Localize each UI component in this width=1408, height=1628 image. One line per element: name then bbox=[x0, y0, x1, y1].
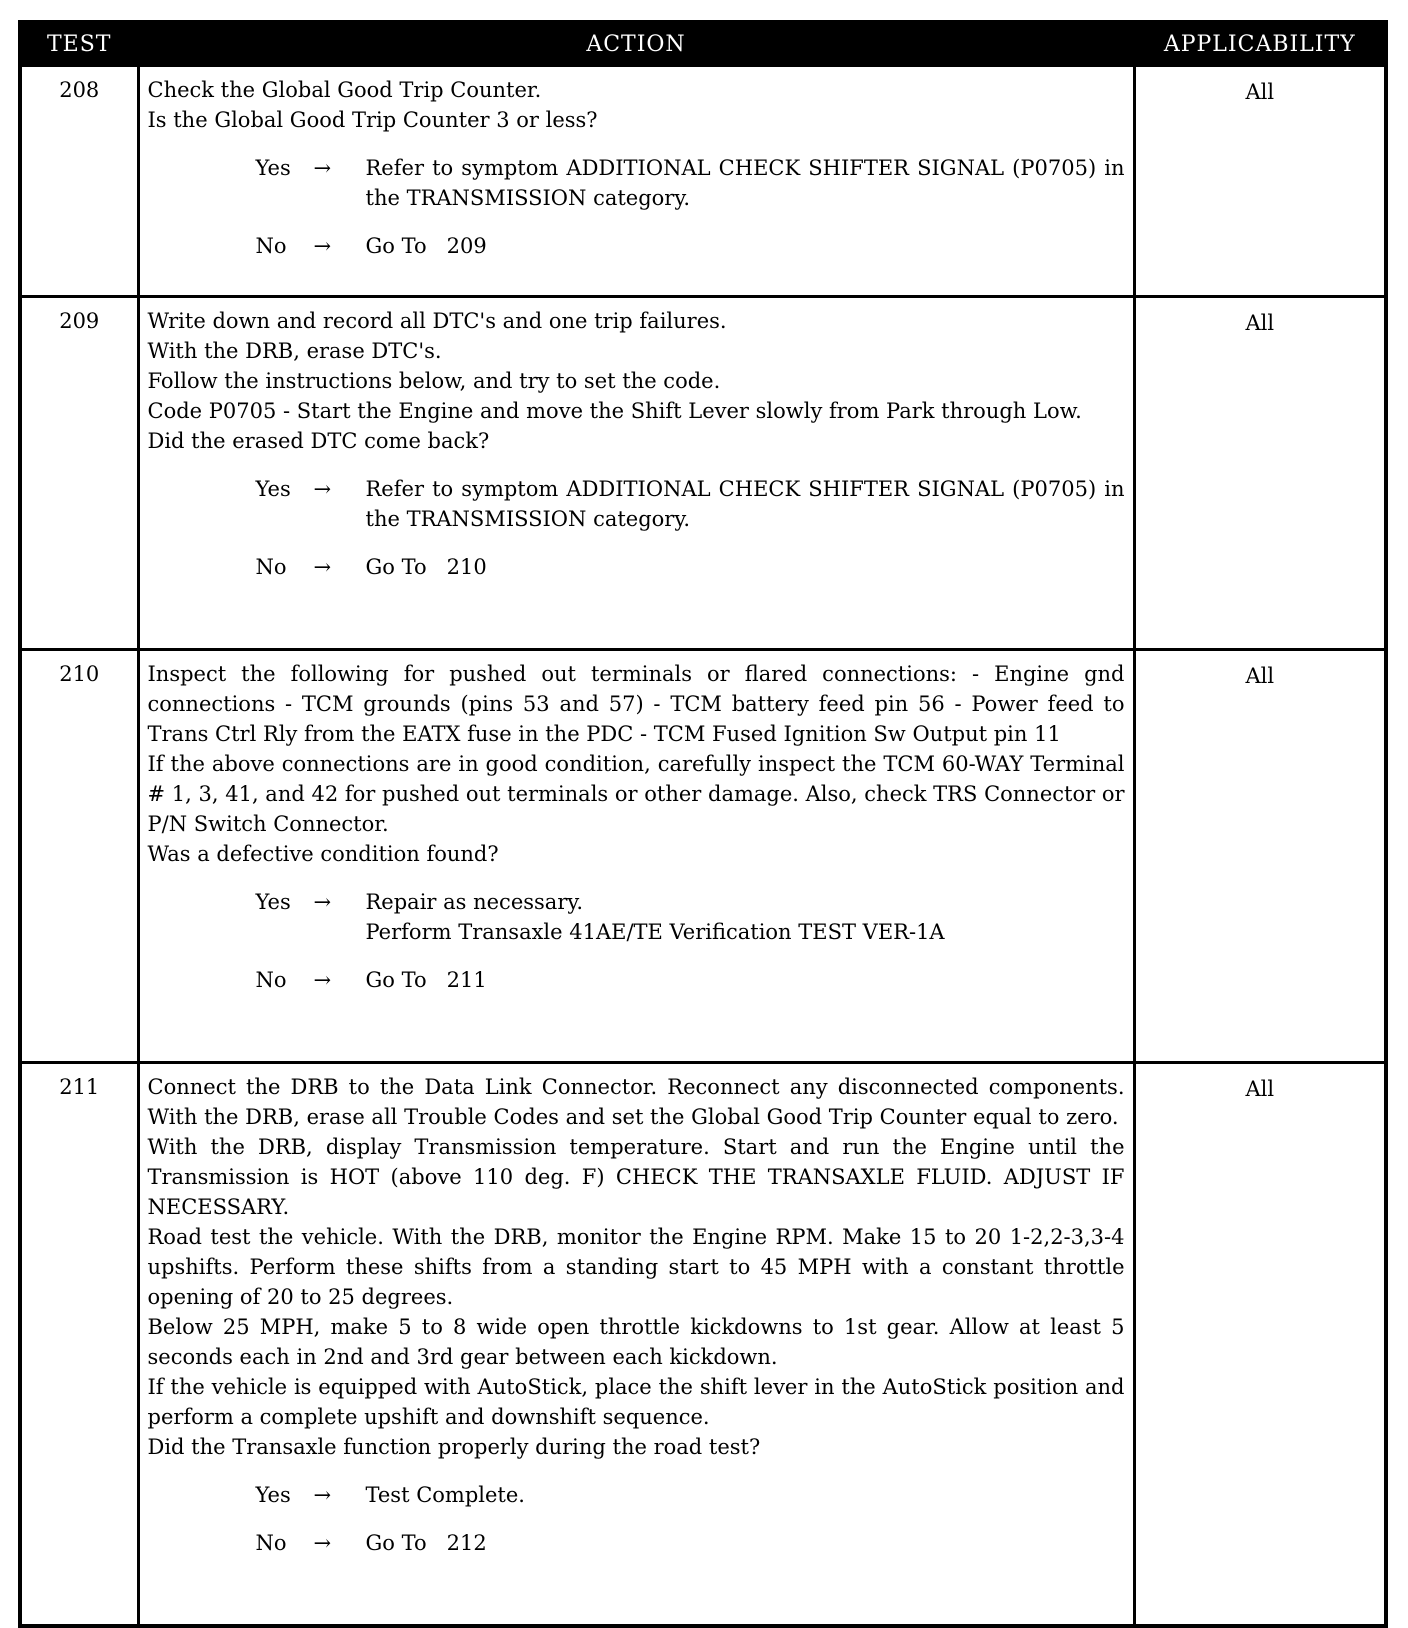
table-header-row bbox=[20, 22, 1386, 66]
action-line: Inspect the following for pushed out terminals or flared connections: - Engine gnd connections - TCM grounds (pins 53 and 57) - TCM battery feed pin 56 - Power feed to Trans Ctrl Rly from the EATX fuse in the PDC - TCM Fused Ignition Sw Output pin 11 bbox=[147, 662, 1125, 746]
yes-label: Yes bbox=[255, 890, 291, 914]
action-line: Below 25 MPH, make 5 to 8 wide open throttle kickdowns to 1st gear. Allow at least 5 seconds each in 2nd and 3rd gear between each kickdown. bbox=[147, 1315, 1125, 1369]
applicability-value: All bbox=[1134, 1063, 1386, 1627]
no-label: No bbox=[255, 1531, 287, 1555]
action-line: Did the Transaxle function properly during the road test? bbox=[147, 1435, 761, 1459]
diagnostic-test-table bbox=[18, 20, 1388, 1628]
action-line: Did the erased DTC come back? bbox=[147, 429, 490, 453]
no-text: Go To 211 bbox=[365, 968, 487, 992]
table-row bbox=[20, 1063, 1386, 1627]
action-line: If the above connections are in good condition, carefully inspect the TCM 60-WAY Terminal # 1, 3, 41, and 42 for pushed out terminals or other damage. Also, check TRS Connector or P/N Switch Connector. bbox=[147, 752, 1125, 836]
action-line: Code P0705 - Start the Engine and move the Shift Lever slowly from Park through Low. bbox=[147, 399, 1082, 423]
yes-text-line: Perform Transaxle 41AE/TE Verification TEST VER-1A bbox=[365, 920, 945, 944]
no-response bbox=[256, 552, 1125, 582]
applicability-value: All bbox=[1134, 66, 1386, 297]
table-row bbox=[20, 297, 1386, 650]
action-cell bbox=[138, 650, 1134, 1063]
action-line: Connect the DRB to the Data Link Connector. Reconnect any disconnected components. With the DRB, erase all Trouble Codes and set the Global Good Trip Counter equal to zero. bbox=[147, 1075, 1125, 1129]
yes-label: Yes bbox=[255, 1483, 291, 1507]
test-number: 210 bbox=[20, 650, 138, 1063]
arrow-icon: → bbox=[313, 968, 332, 992]
yes-text-line: Refer to symptom ADDITIONAL CHECK SHIFTER SIGNAL (P0705) in the TRANSMISSION category. bbox=[365, 477, 1125, 531]
yes-response bbox=[256, 887, 1125, 947]
table-row bbox=[20, 66, 1386, 297]
yes-text bbox=[366, 1480, 1125, 1510]
diagnostic-test-table-page bbox=[18, 20, 1386, 1628]
yes-label: Yes bbox=[255, 477, 291, 501]
yes-response bbox=[256, 474, 1125, 534]
yes-text bbox=[366, 474, 1125, 534]
action-line: With the DRB, erase DTC's. bbox=[147, 339, 442, 363]
no-text: Go To 210 bbox=[365, 555, 487, 579]
no-label: No bbox=[255, 968, 287, 992]
no-response bbox=[256, 1528, 1125, 1558]
no-label: No bbox=[255, 234, 287, 258]
action-line: If the vehicle is equipped with AutoStick, place the shift lever in the AutoStick position and perform a complete upshift and downshift sequence. bbox=[147, 1375, 1125, 1429]
yes-text-line: Test Complete. bbox=[365, 1483, 525, 1507]
table-row bbox=[20, 650, 1386, 1063]
action-cell bbox=[138, 1063, 1134, 1627]
yes-response bbox=[256, 1480, 1125, 1510]
yes-text bbox=[366, 887, 1125, 947]
no-text: Go To 209 bbox=[365, 234, 487, 258]
action-line: Check the Global Good Trip Counter. bbox=[147, 78, 542, 102]
action-line: Road test the vehicle. With the DRB, monitor the Engine RPM. Make 15 to 20 1-2,2-3,3-4 upshifts. Perform these shifts from a standing start to 45 MPH with a constant throttle opening of 20 to 25 degrees. bbox=[147, 1225, 1125, 1309]
arrow-icon: → bbox=[313, 890, 332, 914]
action-line: With the DRB, display Transmission temperature. Start and run the Engine until the Transmission is HOT (above 110 deg. F) CHECK THE TRANSAXLE FLUID. ADJUST IF NECESSARY. bbox=[147, 1135, 1125, 1219]
no-text: Go To 212 bbox=[365, 1531, 487, 1555]
no-response bbox=[256, 231, 1125, 261]
test-number: 208 bbox=[20, 66, 138, 297]
arrow-icon: → bbox=[313, 1483, 332, 1507]
yes-text bbox=[366, 153, 1125, 213]
arrow-icon: → bbox=[313, 234, 332, 258]
action-line: Follow the instructions below, and try to set the code. bbox=[147, 369, 721, 393]
action-cell bbox=[138, 66, 1134, 297]
no-response bbox=[256, 965, 1125, 995]
yes-text-line: Refer to symptom ADDITIONAL CHECK SHIFTER SIGNAL (P0705) in the TRANSMISSION category. bbox=[365, 156, 1125, 210]
header-applicability: APPLICABILITY bbox=[1134, 22, 1386, 66]
yes-response bbox=[256, 153, 1125, 213]
arrow-icon: → bbox=[313, 1531, 332, 1555]
header-action: ACTION bbox=[138, 22, 1134, 66]
action-cell bbox=[138, 297, 1134, 650]
test-number: 211 bbox=[20, 1063, 138, 1627]
applicability-value: All bbox=[1134, 297, 1386, 650]
arrow-icon: → bbox=[313, 555, 332, 579]
header-test: TEST bbox=[20, 22, 138, 66]
applicability-value: All bbox=[1134, 650, 1386, 1063]
yes-text-line: Repair as necessary. bbox=[365, 890, 584, 914]
no-label: No bbox=[255, 555, 287, 579]
action-line: Write down and record all DTC's and one trip failures. bbox=[147, 309, 727, 333]
action-line: Is the Global Good Trip Counter 3 or less? bbox=[147, 108, 598, 132]
yes-label: Yes bbox=[255, 156, 291, 180]
arrow-icon: → bbox=[313, 156, 332, 180]
test-number: 209 bbox=[20, 297, 138, 650]
action-line: Was a defective condition found? bbox=[147, 842, 499, 866]
arrow-icon: → bbox=[313, 477, 332, 501]
